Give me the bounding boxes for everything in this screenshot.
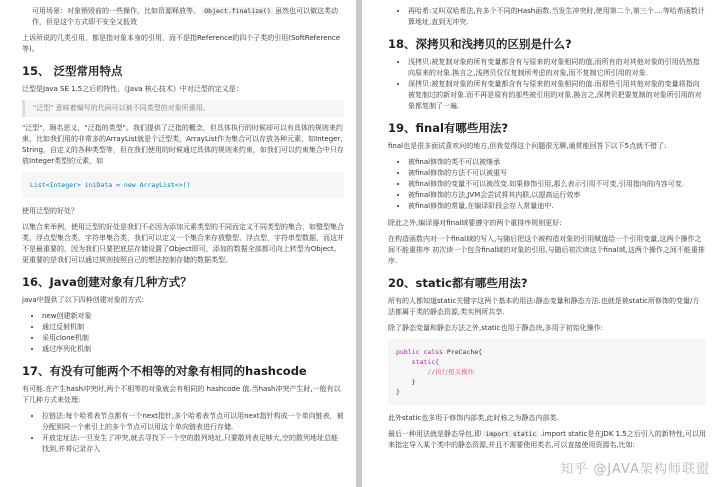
code-text: PreCache{ bbox=[446, 348, 483, 356]
paragraph: "泛型"，顾名思义，"泛指的类型"。我们提供了泛指的概念，但具体执行的时候却可以有具体的规则来约束，比如我们用的非常多的ArrayList就是个泛型类，ArrayList作为集合可以存放各种元素，如Integer, String，自定义的各种类型等，但在我们使用的时候通过具体的规则来约束，如我们可以约束集合中只存放Integer类型的元素，如 bbox=[22, 124, 344, 165]
list-item: • 被final修饰的方法不可以被重写 bbox=[408, 168, 706, 179]
code-text: } bbox=[411, 378, 416, 386]
paragraph: 所有的人都知道static关键字这两个基本的用法:静态变量和静态方法.也就是被static所修饰的变量/方法都属于类的静态资源,类实例所共享. bbox=[388, 297, 700, 316]
list-item: • 被final修饰的方法,JVM会尝试将其内联,以提高运行效率 bbox=[408, 190, 706, 201]
paragraph: 除了静态变量和静态方法之外,static也用于静态块,多用于初始化操作: bbox=[388, 324, 604, 332]
intro-line: 虽然也可以做这类动作，但是这个方式即不安全又低效 bbox=[32, 7, 338, 26]
section-17-title: 17、有没有可能两个不相等的对象有相同的hashcode bbox=[22, 364, 307, 378]
list-item: • 被final修饰的类不可以被继承 bbox=[408, 157, 706, 168]
list-item: • 开放定址法:一旦发生了冲突,就去寻找下一个空的散列地址,只要散列表足够大,空的散列地址总能找到,并将记录存入 bbox=[42, 433, 344, 455]
bullet-list bbox=[388, 57, 706, 112]
list-item: • 深拷贝:被复制对象的所有变量都含有与原来的对象相同的值.而那些引用其他对象的变量将指向被复制过的新对象.而不再是原有的那些被引用的对象.换言之,深拷贝把要复制的对象所引用的对象都复制了一遍. bbox=[408, 79, 706, 112]
bullet-list bbox=[22, 411, 344, 455]
watermark: 知乎 @JAVA架构师联盟 bbox=[560, 462, 710, 477]
paragraph: 在构造函数内对一个final域的写入,与随后把这个被构造对象的引用赋值给一个引用变量,这两个操作之间不能重排序 初次读一个包含final域的对象的引用,与随后初次读这个final域,这两个操作之间不能重排序. bbox=[388, 235, 705, 265]
section-19-title: 19、final有哪些用法? bbox=[388, 121, 509, 135]
reference-note: 上诉所说的几类引用，都是指对象本身的引用，而不是指Reference的四个子类的引用(SoftReference等)。 bbox=[22, 34, 341, 53]
blockquote: "泛型" 意味着编写的代码可以被不同类型的对象所重用。 bbox=[22, 100, 344, 117]
section-18-title: 18、深拷贝和浅拷贝的区别是什么? bbox=[388, 37, 572, 51]
list-item: • 被final修饰的变量不可以被改变.如果修饰引用,那么表示引用不可变,引用指向的内容可变. bbox=[408, 179, 706, 190]
code-comment: //执行相关操作 bbox=[427, 368, 475, 376]
code-keyword: public calss bbox=[396, 348, 447, 356]
list-item: • 拉链法:每个哈希表节点都有一个next指针,多个哈希表节点可以用next指针构成一个单向链表，被分配到同一个索引上的多个节点可以用这个单向链表进行存储. bbox=[42, 411, 344, 433]
bullet-list bbox=[388, 6, 706, 28]
paragraph: 此外static也多用于修饰内部类,此时称之为静态内部类. bbox=[388, 414, 559, 422]
left-page bbox=[0, 0, 356, 487]
paragraph: final也是很多面试喜欢问的地方,但我觉得这个问题很无聊,通常能回答下以下5点就不错了: bbox=[388, 142, 667, 150]
list-item: • 通过反射机制 bbox=[42, 322, 344, 333]
list-item: • 浅拷贝:被复制对象的所有变量都含有与原来的对象相同的值,而所有的对其他对象的引用仍然指向原来的对象.换言之,浅拷贝仅仅复制所考虑的对象,而不复制它所引用的对象. bbox=[408, 57, 706, 79]
paragraph: java中提供了以下四种创建对象的方式: bbox=[22, 296, 145, 304]
paragraph: 以集合来举例，使用泛型的好处是我们不必因为添加元素类型的不同而定义不同类型的集合，如整型集合类，浮点型集合类，字符串集合类，我们可以定义一个集合来存放整型、浮点型，字符串型数据，而这并不是最重要的，因为我们只要把底层存储设置了Object即可，添加的数据全部都可向上转型为Object。更重要的是我们可以通过规则按照自己的想法控制存储的数据类型。 bbox=[22, 223, 344, 264]
bullet-list bbox=[22, 311, 344, 355]
intro-line: 可用场景：对象销毁前的一些操作，比如资源释放等。 bbox=[32, 7, 200, 15]
section-16-title: 16、Java创建对象有几种方式？ bbox=[22, 275, 192, 289]
list-item: • 通过序列化机制 bbox=[42, 344, 344, 355]
right-page bbox=[362, 0, 720, 487]
section-15-title: 15、 泛型常用特点 bbox=[22, 64, 123, 78]
inline-code: Object.finalize() bbox=[204, 7, 271, 15]
paragraph bbox=[388, 429, 706, 451]
list-item: • 采用clone机制 bbox=[42, 333, 344, 344]
list-item: • 被final修饰的常量,在编译阶段会存入常量池中. bbox=[408, 201, 706, 212]
code-block bbox=[388, 339, 706, 405]
paragraph: 泛型是Java SE 1.5之后的特性，《Java 核心技术》中对泛型的定义是： bbox=[22, 85, 243, 93]
code-text: } bbox=[396, 388, 400, 396]
paragraph: 有可能.在产生hash冲突时,两个不相等的对象就会有相同的 hashcode 值.当hash冲突产生时,一般有以下几种方式来处理: bbox=[22, 385, 341, 404]
paragraph-text: 最后一种用法就是静态导包,即 bbox=[388, 430, 482, 438]
code-keyword: static{ bbox=[411, 358, 440, 366]
intro-text bbox=[22, 6, 344, 28]
bullet-list bbox=[388, 157, 706, 212]
inline-code: import static bbox=[485, 430, 537, 438]
paragraph-text: .import static是在JDK 1.5之后引入的新特性,可以用来指定导入某个类中的静态资源,并且不需要使用类名,可以直接使用资源名,比如: bbox=[388, 430, 706, 449]
list-item: • 再哈希:又叫双哈希法,有多个不同的Hash函数.当发生冲突时,使用第二个,第三个....等哈希函数计算地址,直到无冲突. bbox=[408, 6, 706, 28]
paragraph: 除此之外,编译器对final域要遵守的两个重排序规则更好: bbox=[388, 219, 562, 227]
code-text: List<Integer> iniData = new ArrayList<>() bbox=[30, 181, 191, 189]
section-20-title: 20、static都有哪些用法? bbox=[388, 276, 528, 290]
code-block bbox=[22, 172, 344, 198]
list-item: • new创建新对象 bbox=[42, 311, 344, 322]
paragraph: 使用泛型的好处？ bbox=[22, 207, 78, 215]
